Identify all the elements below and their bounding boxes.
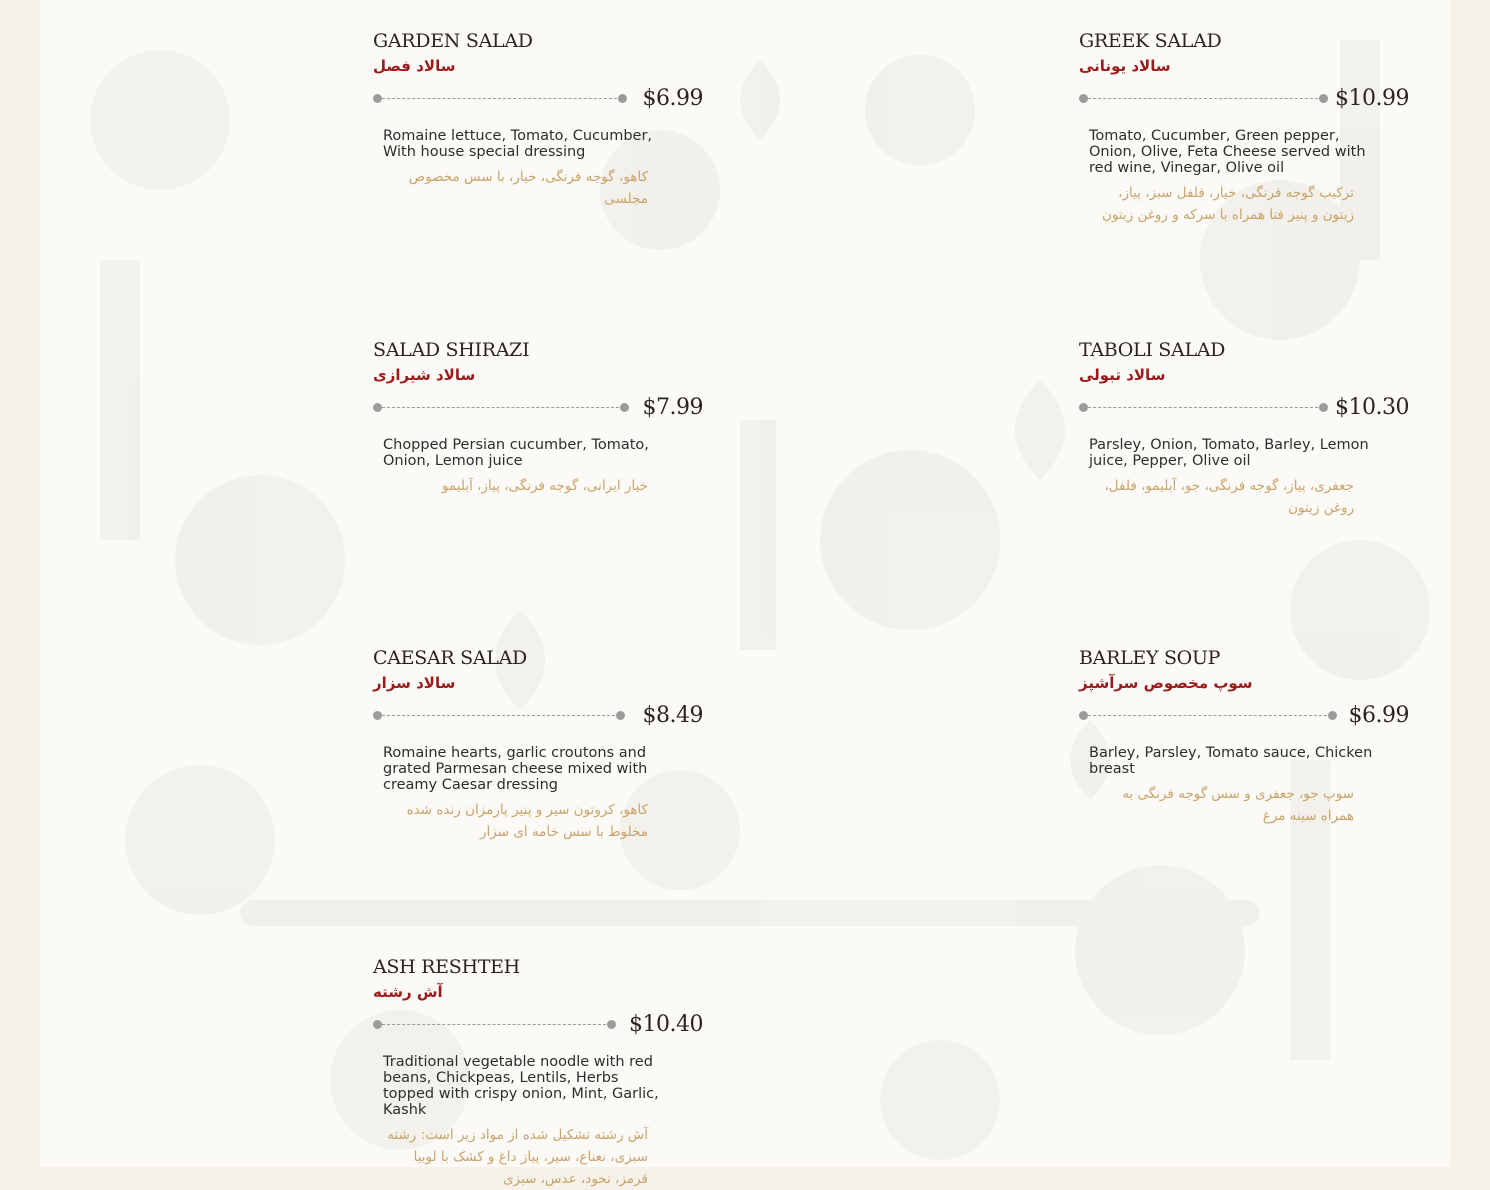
item-description: Romaine lettuce, Tomato, Cucumber, With house special dressing (383, 128, 653, 160)
price-leader (377, 407, 624, 408)
menu-page (40, 0, 1450, 1187)
item-description-farsi: کاهو، کروتون سیر و پنیر پارمزان رنده شده مخلوط با سس خامه ای سزار (406, 802, 648, 840)
item-price: $10.40 (629, 1012, 703, 1037)
price-leader (377, 98, 622, 99)
item-title-farsi: سالاد سزار (373, 674, 456, 692)
menu-item-ash-reshteh (373, 956, 703, 1190)
leader-dot-end (618, 94, 627, 103)
price-row (1079, 393, 1409, 423)
item-price: $6.99 (642, 86, 703, 111)
item-title: GARDEN SALAD (373, 30, 533, 52)
menu-item-greek-salad (1079, 30, 1409, 226)
item-description: Chopped Persian cucumber, Tomato, Onion, Lemon juice (383, 437, 649, 469)
price-leader (1083, 715, 1332, 716)
menu-item-taboli-salad (1079, 339, 1409, 519)
price-row (1079, 84, 1409, 114)
item-price: $10.30 (1335, 395, 1409, 420)
item-title-farsi: آش رشته (373, 983, 443, 1001)
item-description: Traditional vegetable noodle with red beans, Chickpeas, Lentils, Herbs topped with crispy onion, Mint, Garlic, Kashk (383, 1054, 659, 1118)
leader-dot-end (1319, 94, 1328, 103)
item-title: SALAD SHIRAZI (373, 339, 530, 361)
item-description-farsi: آش رشته تشکیل شده از مواد زیر است: رشته سبزی، نعناع، سیر، پیاز داغ و کشک با لوبیا قرمز، نخود، عدس، سبزی (387, 1127, 648, 1187)
item-title-farsi: سوپ مخصوص سرآشپز (1079, 674, 1253, 692)
item-title: BARLEY SOUP (1079, 647, 1221, 669)
item-description-farsi: سوپ جو، جعفری و سس گوجه فرنگی به همراه سینه مرغ (1122, 786, 1354, 824)
item-title: ASH RESHTEH (373, 956, 520, 978)
item-price: $8.49 (642, 703, 703, 728)
price-leader (377, 1024, 611, 1025)
item-price: $6.99 (1348, 703, 1409, 728)
item-price: $10.99 (1335, 86, 1409, 111)
leader-dot-end (620, 403, 629, 412)
item-description-farsi: کاهو، گوجه فرنگی، خیار، با سس مخصوص مجلسی (408, 169, 648, 207)
menu-item-caesar-salad (373, 647, 703, 843)
item-title-farsi: سالاد یونانی (1079, 57, 1171, 75)
item-title: CAESAR SALAD (373, 647, 527, 669)
price-row (373, 393, 703, 423)
item-price: $7.99 (642, 395, 703, 420)
leader-dot-end (616, 711, 625, 720)
item-description: Tomato, Cucumber, Green pepper, Onion, Olive, Feta Cheese served with red wine, Vinegar, Olive oil (1089, 128, 1366, 176)
leader-dot-end (607, 1020, 616, 1029)
item-title-farsi: سالاد شیرازی (373, 366, 476, 384)
item-description-farsi: خیار ایرانی، گوجه فرنگی، پیاز، آبلیمو (442, 478, 648, 494)
item-description-farsi: جعفری، پیاز، گوجه فرنگی، جو، آبلیمو، فلفل، روغن زیتون (1104, 478, 1354, 516)
menu-item-salad-shirazi (373, 339, 703, 497)
price-leader (1083, 407, 1323, 408)
item-description: Parsley, Onion, Tomato, Barley, Lemon juice, Pepper, Olive oil (1089, 437, 1369, 469)
item-title-farsi: سالاد تبولی (1079, 366, 1166, 384)
item-description: Romaine hearts, garlic croutons and grated Parmesan cheese mixed with creamy Caesar dressing (383, 745, 648, 793)
menu-item-garden-salad (373, 30, 703, 210)
price-leader (1083, 98, 1323, 99)
price-leader (377, 715, 620, 716)
item-title: GREEK SALAD (1079, 30, 1222, 52)
price-row (373, 84, 703, 114)
item-title: TABOLI SALAD (1079, 339, 1226, 361)
price-row (1079, 701, 1409, 731)
item-description: Barley, Parsley, Tomato sauce, Chicken breast (1089, 745, 1373, 777)
price-row (373, 701, 703, 731)
menu-item-barley-soup (1079, 647, 1409, 827)
leader-dot-end (1319, 403, 1328, 412)
leader-dot-end (1328, 711, 1337, 720)
price-row (373, 1010, 703, 1040)
item-title-farsi: سالاد فصل (373, 57, 456, 75)
item-description-farsi: ترکیب گوجه فرنگی، خیار، فلفل سبز، پیاز، زیتون و پنیر فتا همراه با سرکه و روغن زیتون (1102, 185, 1354, 223)
